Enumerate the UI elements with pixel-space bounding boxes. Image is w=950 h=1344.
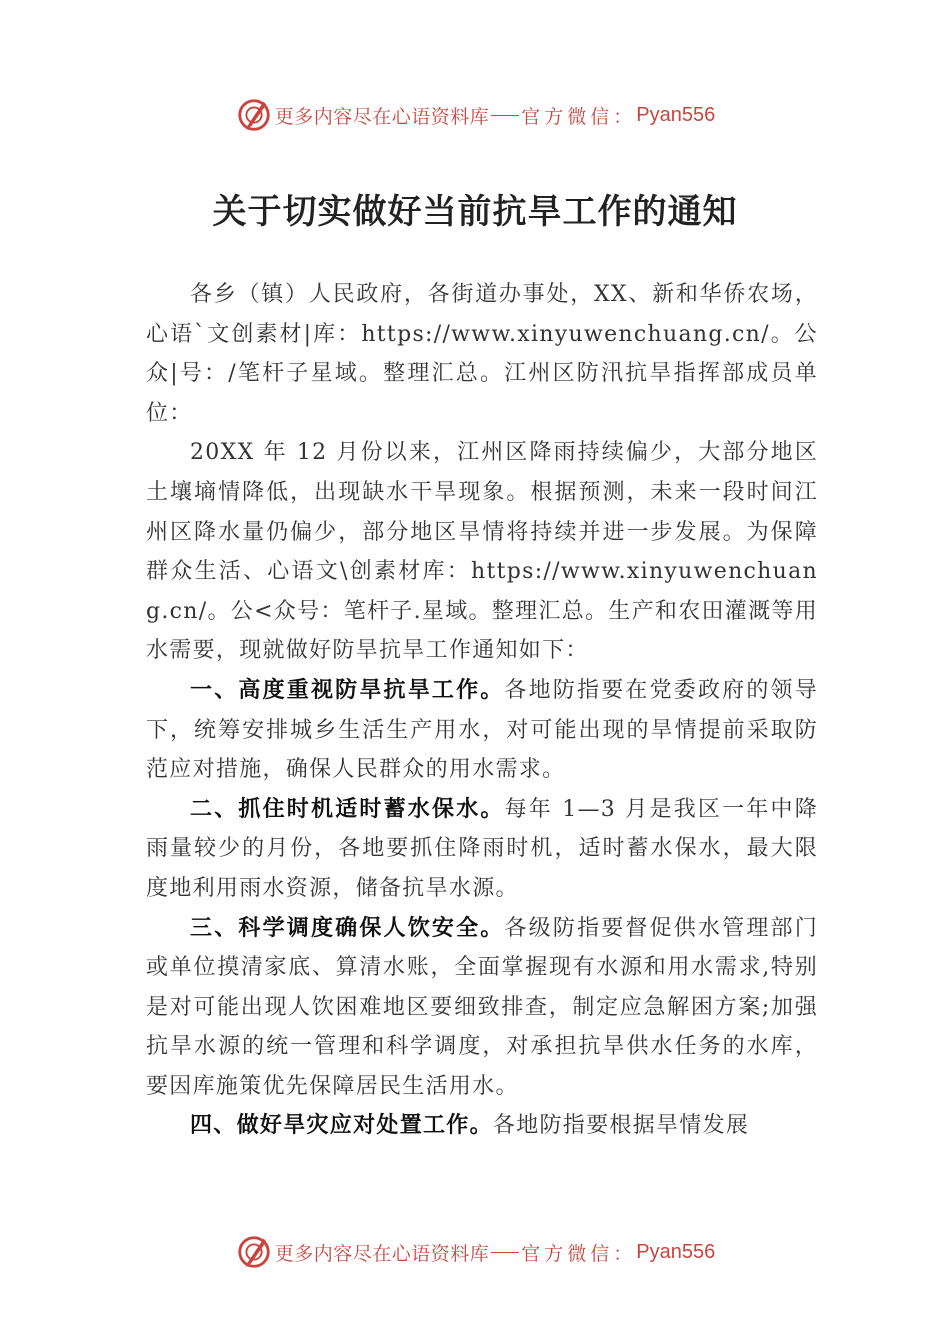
section-heading: 四、做好旱灾应对处置工作。 <box>190 1112 493 1139</box>
section-text: 每年 1—3 月是我区一年中降雨量较少的月份，各地要抓住降雨时机，适时蓄水保水，最大限度地利用雨水资源，储备抗旱水源。 <box>146 796 818 901</box>
logo-icon <box>235 96 273 134</box>
addressee-paragraph: 各乡（镇）人民政府，各街道办事处，XX、新和华侨农场，心语`文创素材|库：https://www.xinyuwenchuang.cn/。公众|号：/笔杆子星域。整理汇总。江州区防汛抗旱指挥部成员单位： <box>146 282 818 426</box>
banner-wechat-label: 官方微信： <box>521 1242 637 1265</box>
banner-divider <box>491 1252 519 1253</box>
header-banner <box>0 95 950 135</box>
intro-paragraph: 20XX 年 12 月份以来，江州区降雨持续偏少，大部分地区土壤墒情降低，出现缺水干旱现象。根据预测，未来一段时间江州区降水量仍偏少，部分地区旱情将持续并进一步发展。为保障群众生活、心语文\创素材库：https://www.xinyuwenchuang.cn/。公<众号：笔杆子.星域。整理汇总。生产和农田灌溉等用水需要，现就做好防旱抗旱工作通知如下： <box>146 440 819 664</box>
footer-banner <box>0 1232 950 1272</box>
banner-account: Pyan556 <box>636 1240 716 1263</box>
section-paragraph <box>146 909 818 1107</box>
section-paragraph <box>146 790 818 909</box>
banner-account: Pyan556 <box>636 103 716 126</box>
banner-divider <box>491 115 519 116</box>
banner-text: 更多内容尽在心语资料库 <box>274 1242 490 1265</box>
section-heading: 一、高度重视防旱抗旱工作。 <box>190 676 505 703</box>
section-text: 各地防指要在党委政府的领导下，统筹安排城乡生活生产用水，对可能出现的旱情提前采取防范应对措施，确保人民群众的用水需求。 <box>146 677 819 783</box>
section-text: 各级防指要督促供水管理部门或单位摸清家底、算清水账，全面掌握现有水源和用水需求,特别是对可能出现人饮困难地区要细致排查，制定应急解困方案;加强抗旱水源的统一管理和科学调度，对承担抗旱供水任务的水库，要因库施策优先保障居民生活用水。 <box>146 915 819 1099</box>
document-title: 关于切实做好当前抗旱工作的通知 <box>212 192 738 232</box>
logo-icon <box>235 1233 273 1271</box>
section-paragraph <box>146 671 818 790</box>
section-heading: 三、科学调度确保人饮安全。 <box>190 914 505 941</box>
banner-text: 更多内容尽在心语资料库 <box>274 105 490 128</box>
section-heading: 二、抓住时机适时蓄水保水。 <box>190 795 505 822</box>
section-paragraph <box>146 1106 818 1146</box>
banner-wechat-label: 官方微信： <box>521 105 637 128</box>
section-text: 各地防指要根据旱情发展 <box>492 1113 750 1139</box>
document-body <box>146 275 818 1146</box>
